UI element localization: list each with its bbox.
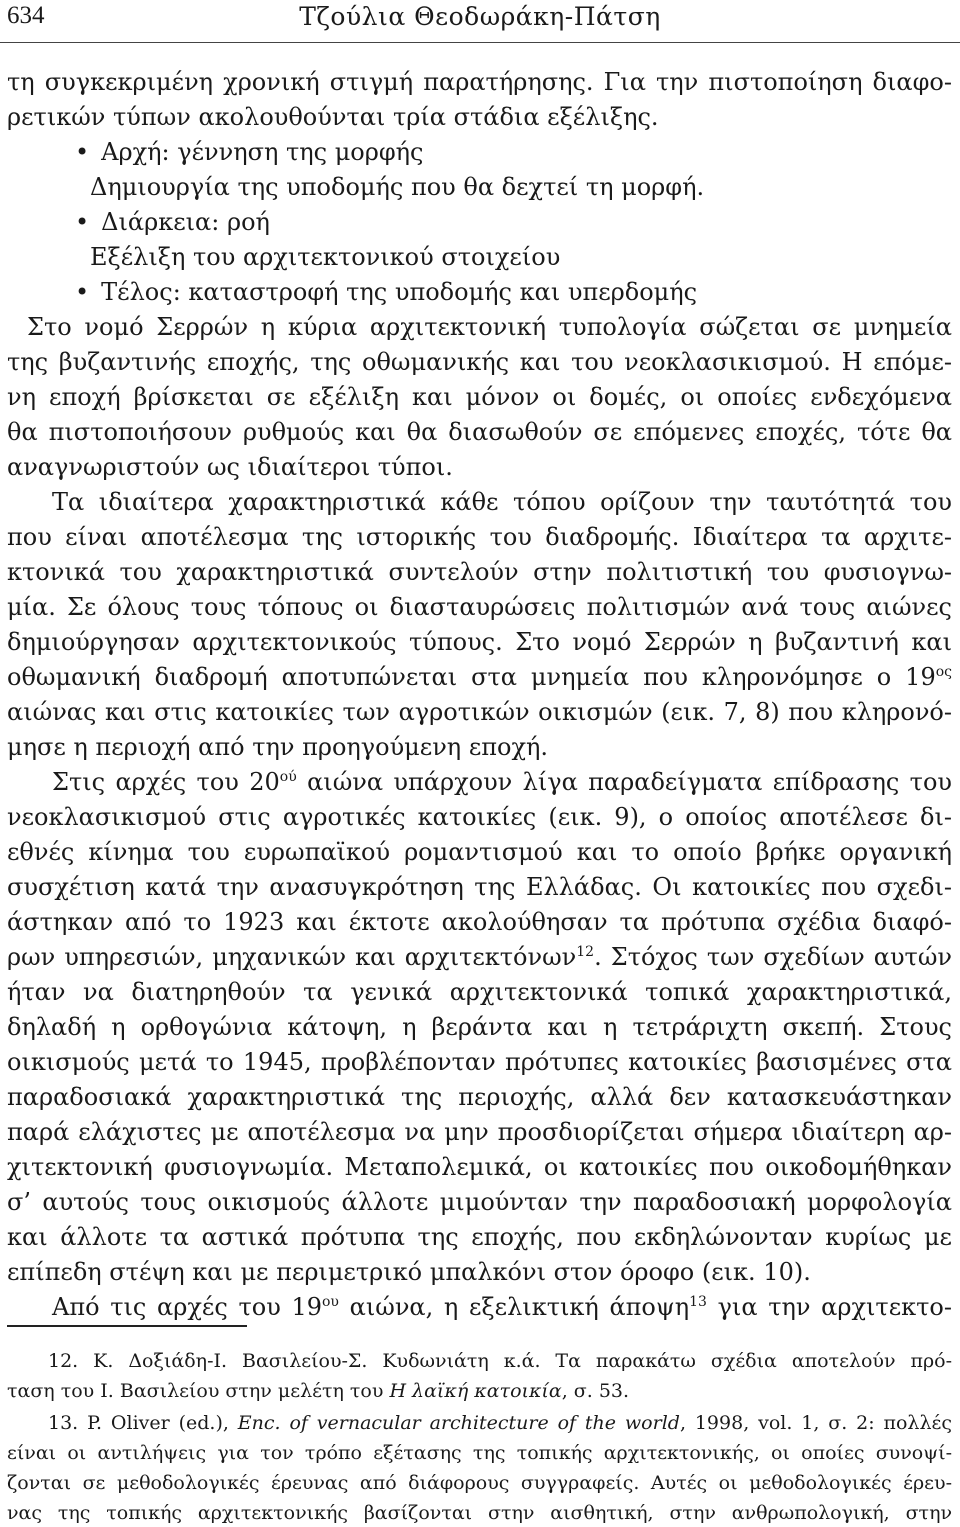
body-line: κτονικά του χαρακτηριστικά συντελούν στην πολιτιστική του φυσιογνω- <box>7 558 952 586</box>
body-line-text: αιώνα, η εξελικτική άποψη <box>338 1293 690 1321</box>
body-line: δηλαδή η ορθογώνια κάτοψη, η βεράντα και η τετράριχτη σκεπή. Στους <box>7 1013 952 1041</box>
body-line: παρά ελάχιστες με αποτέλεσμα να μην προσδιορίζεται σήμερα ιδιαίτερη αρ- <box>7 1118 952 1146</box>
body-line: τη συγκεκριμένη χρονική στιγμή παρατήρησης. Για την πιστοποίηση διαφο- <box>7 68 952 96</box>
body-line: μησε η περιοχή από την προηγούμενη εποχή. <box>7 733 549 761</box>
footnote-ref: 12 <box>576 944 595 960</box>
bullet-item: • Τέλος: καταστροφή της υποδομής και υπερδομής <box>75 276 952 308</box>
body-line-text: Στις αρχές του 20 <box>52 768 280 796</box>
body-line: Δημιουργία της υποδομής που θα δεχτεί τη μορφή. <box>90 173 705 201</box>
body-line <box>7 661 952 693</box>
body-line-text: για την αρχιτεκτο- <box>706 1293 952 1321</box>
body-line: αναγνωριστούν ως ιδιαίτεροι τύποι. <box>7 453 453 481</box>
body-line <box>52 766 952 798</box>
footnote-13-cont: νας της τοπικής αρχιτεκτονικής βασίζονται στην αισθητική, στην ανθρωπολογική, στην <box>7 1502 952 1524</box>
footnote-text: 13. P. Oliver (ed.), <box>48 1412 238 1434</box>
footnote-text: ταση του Ι. Βασιλείου στην μελέτη του <box>7 1380 390 1402</box>
body-line: δημιούργησαν αρχιτεκτονικούς τύπους. Στο νομό Σερρών η βυζαντινή και <box>7 628 952 656</box>
footnote-12-cont <box>7 1378 952 1405</box>
body-line: ήταν να διατηρηθούν τα γενικά αρχιτεκτονικά τοπικά χαρακτηριστικά, <box>7 978 952 1006</box>
body-line: εθνές κίνημα του ευρωπαϊκού ρομαντισμού και το οποίο βρήκε οργανική <box>7 838 952 866</box>
footnote-13-cont: ζονται σε μεθοδολογικές έρευνας από διάφορους συγγραφείς. Αυτές οι μεθοδολογικές έρευ- <box>7 1472 952 1494</box>
body-line: νεοκλασικισμού στις αγροτικές κατοικίες (εικ. 9), ο οποίος αποτέλεσε δι- <box>7 803 952 831</box>
body-line: της βυζαντινής εποχής, της οθωμανικής και του νεοκλασικισμού. Η επόμε- <box>7 348 952 376</box>
body-line: άστηκαν από το 1923 και έκτοτε ακολούθησαν τα πρότυπα σχέδια διαφό- <box>7 908 952 936</box>
running-title: Τζούλια Θεοδωράκη-Πάτση <box>299 2 661 31</box>
footnote-13-cont: είναι οι αντιλήψεις για τον τρόπο εξέτασης της τοπικής αρχιτεκτονικής, οι οποίες συνοψί- <box>7 1442 952 1464</box>
body-line: σ’ αυτούς τους οικισμούς άλλοτε μιμούνταν την παραδοσιακή μορφολογία <box>7 1188 952 1216</box>
body-line: θα πιστοποιήσουν ρυθμούς και θα διασωθούν σε επόμενες εποχές, τότε θα <box>7 418 952 446</box>
body-line: χιτεκτονική φυσιογνωμία. Μεταπολεμικά, οι κατοικίες που οικοδομήθηκαν <box>7 1153 952 1181</box>
footnote-text: , σ. 53. <box>561 1380 630 1402</box>
header-rule <box>0 42 960 43</box>
body-line: ρετικών τύπων ακολουθούνται τρία στάδια εξέλιξης. <box>7 103 659 131</box>
body-line: μία. Σε όλους τους τόπους οι διασταυρώσεις πολιτισμών ανά τους αιώνες <box>7 593 952 621</box>
body-line: νη εποχή βρίσκεται σε εξέλιξη και μόνον οι δομές, οι οποίες ενδεχόμενα <box>7 383 952 411</box>
footnote-title: of vernacular architecture of the world <box>289 1412 680 1434</box>
bullet-item: • Αρχή: γέννηση της μορφής <box>75 136 952 168</box>
superscript: ού <box>279 769 297 785</box>
body-line: αιώνας και στις κατοικίες των αγροτικών οικισμών (εικ. 7, 8) που κληρονό- <box>7 698 952 726</box>
footnote-rule <box>7 1325 247 1327</box>
page-number: 634 <box>7 2 45 29</box>
footnote-title: Enc. <box>237 1412 281 1434</box>
superscript: ου <box>322 1294 339 1310</box>
bullet-item: • Διάρκεια: ροή <box>75 206 952 238</box>
superscript: ος <box>935 664 952 680</box>
body-line-text: οθωμανική διαδρομή αποτυπώνεται στα μνημεία που κληρονόμησε ο 19 <box>7 663 936 691</box>
body-line: και άλλοτε τα αστικά πρότυπα της εποχής, που εκδηλώνονταν κυρίως με <box>7 1223 952 1251</box>
body-line-text: Από τις αρχές του 19 <box>52 1293 322 1321</box>
body-line-text: . Στόχος των σχεδίων αυτών <box>594 943 952 971</box>
body-line <box>7 941 952 973</box>
body-line: οικισμούς μετά το 1945, προβλέπονταν πρότυπες κατοικίες βασισμένες στα <box>7 1048 952 1076</box>
footnote-ref: 13 <box>689 1294 707 1310</box>
page-header <box>0 0 960 44</box>
footnote-text: , 1998, vol. 1, σ. 2: πολλές <box>679 1412 952 1434</box>
body-line: παραδοσιακά χαρακτηριστικά της περιοχής, αλλά δεν κατασκευάστηκαν <box>7 1083 952 1111</box>
body-line: επίπεδη στέψη και με περιμετρικό μπαλκόνι στον όροφο (εικ. 10). <box>7 1258 811 1286</box>
body-line-text: αιώνα υπάρχουν λίγα παραδείγματα επίδρασης του <box>296 768 952 796</box>
body-line: Τα ιδιαίτερα χαρακτηριστικά κάθε τόπου ορίζουν την ταυτότητά του <box>52 488 952 516</box>
body-line: συσχέτιση κατά την ανασυγκρότηση της Ελλάδας. Οι κατοικίες που σχεδι- <box>7 873 952 901</box>
body-line: Εξέλιξη του αρχιτεκτονικού στοιχείου <box>90 243 561 271</box>
body-line: που είναι αποτέλεσμα της ιστορικής του διαδρομής. Ιδιαίτερα τα αρχιτε- <box>7 523 952 551</box>
body-line <box>52 1291 952 1323</box>
footnote-13 <box>48 1410 952 1437</box>
footnote-12: 12. Κ. Δοξιάδη-Ι. Βασιλείου-Σ. Κυδωνιάτη κ.ά. Τα παρακάτω σχέδια αποτελούν πρό- <box>48 1350 952 1372</box>
body-line: Στο νομό Σερρών η κύρια αρχιτεκτονική τυπολογία σώζεται σε μνημεία <box>27 313 952 341</box>
body-line-text: ρων υπηρεσιών, μηχανικών και αρχιτεκτόνων <box>7 943 577 971</box>
footnote-title: Η λαϊκή κατοικία <box>389 1380 562 1402</box>
